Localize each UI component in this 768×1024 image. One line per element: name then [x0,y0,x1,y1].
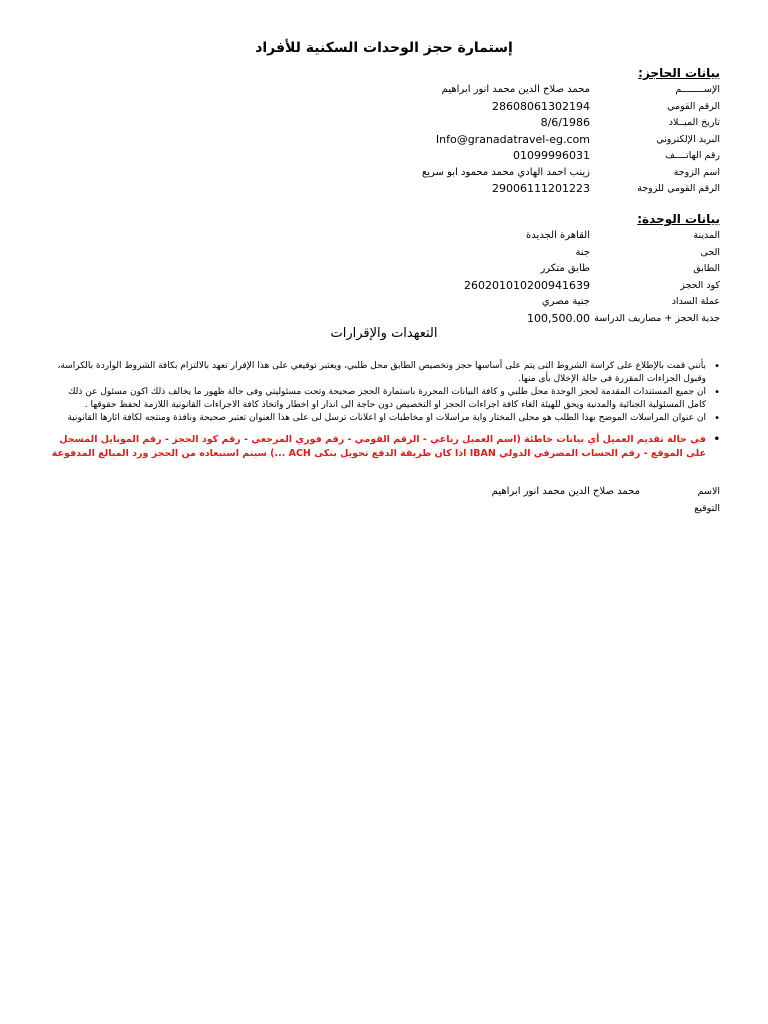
field-value: 28608061302194 [492,99,590,113]
booker-name-row [40,82,720,99]
field-value: طابق متكرر [540,263,590,274]
unit-section-heading: بيانات الوحدة: [637,212,720,226]
commitments-list [48,360,708,461]
booker-phone-row [40,148,720,165]
field-value: 8/6/1986 [540,116,590,129]
signature-name-row [40,484,720,501]
commitments-heading: التعهدات والإقرارات [330,326,438,341]
signature-row [40,501,720,518]
spouse-name-row [40,165,720,182]
signature-label: التوقيع [694,502,720,514]
field-label: الطابق [693,263,720,274]
list-item: • ان جميع المستندات المقدمة لحجز الوحدة محل طلبي و كافة البيانات المحررة باستمارة الحجز صحيحة وتحت مسئوليتي وفى حالة ظهور ما يخالف ذلك اكون مسئول عن ذلك كامل المسئولية الجنائية والمدنية ويحق للهيئة الغاء كافة اجراءات الحجز او التخصيص دون حاجة الى انذار او اخطار واتخاذ كافة الاجراءات القانونية اللازمة لحفظ حقوقها . [48,386,708,412]
field-value: زينب احمد الهادي محمد محمود ابو سريع [421,166,590,178]
field-label: الإســــــــم [675,84,720,95]
booker-info-table [40,82,720,198]
field-label: الحى [700,246,720,258]
field-value: جنية مصري [541,296,590,307]
list-item: • بأنني قمت بالإطلاع على كراسة الشروط التى يتم على أساسها حجز وتخصيص الطابق محل طلبي، ويعتبر توقيعي على هذا الإقرار تعهد بالالتزام بكافة الشروط الواردة بالكراسة، وقبول الجزاءات المقررة فى حالة الإخلال بأى منها. [48,360,708,386]
field-label: اسم الزوجة [673,166,720,178]
booker-email-row [40,132,720,149]
list-item: • ان عنوان المراسلات الموضح بهذا الطلب هو محلى المختار واية مراسلات او مخاطبات او اعلانات ترسل لى على هذا العنوان تعتبر صحيحة ونافذة ومنتجه لكافة اثارها القانونية [48,412,708,425]
signature-block [40,484,720,517]
field-value: محمد صلاح الدين محمد انور ابراهيم [441,84,590,95]
signature-value [40,501,640,518]
field-value: Info@granadatravel-eg.com [435,132,590,146]
page-title: إستمارة حجز الوحدات السكنية للأفراد [255,40,513,56]
booker-national-id-row [40,99,720,116]
warning-list-item: • في حالة تقديم العميل أي بيانات خاطئة (اسم العميل رباعي - الرقم القومي - رقم فوري المرجعي - رقم كود الحجز - رقم الموبايل المسجل على الموقع - رقم الحساب المصرفي الدولي IBAN اذا كان طريقة الدفع تحويل بنكى ACH ...) سيتم استبعاده من الحجز ورد المبالغ المدفوعة [48,433,708,461]
field-value: القاهرة الجديدة [526,230,590,241]
field-label: عملة السداد [671,296,720,307]
unit-floor-row [40,261,720,278]
field-label: البريد الإلكتروني [656,133,720,145]
field-label: الرقم القومي للزوجة [637,183,720,194]
field-value: جنة [575,246,590,258]
field-label: الرقم القومي [667,100,720,112]
field-label: جدية الحجز + مصاريف الدراسة [594,312,720,324]
field-label: كود الحجز [680,279,720,291]
booker-birthdate-row [40,115,720,132]
field-value: 260201010200941639 [464,278,590,292]
name-value: محمد صلاح الدين محمد انور ابراهيم [491,486,640,497]
field-label: رقم الهاتــــف [665,150,720,161]
booking-amount-row [40,311,720,328]
payment-currency-row [40,294,720,311]
booker-section-heading: بيانات الحاجز: [638,66,720,80]
field-value: 100,500.00 [527,311,590,325]
field-value: 29006111201223 [492,182,590,195]
field-label: المدينة [693,230,720,241]
name-label: الاسم [697,486,720,497]
unit-city-row [40,228,720,245]
booking-code-row [40,278,720,295]
spouse-national-id-row [40,181,720,198]
unit-district-row [40,245,720,262]
field-value: 01099996031 [513,149,590,162]
field-label: تاريخ الميــلاد [668,117,720,128]
unit-info-table [40,228,720,327]
